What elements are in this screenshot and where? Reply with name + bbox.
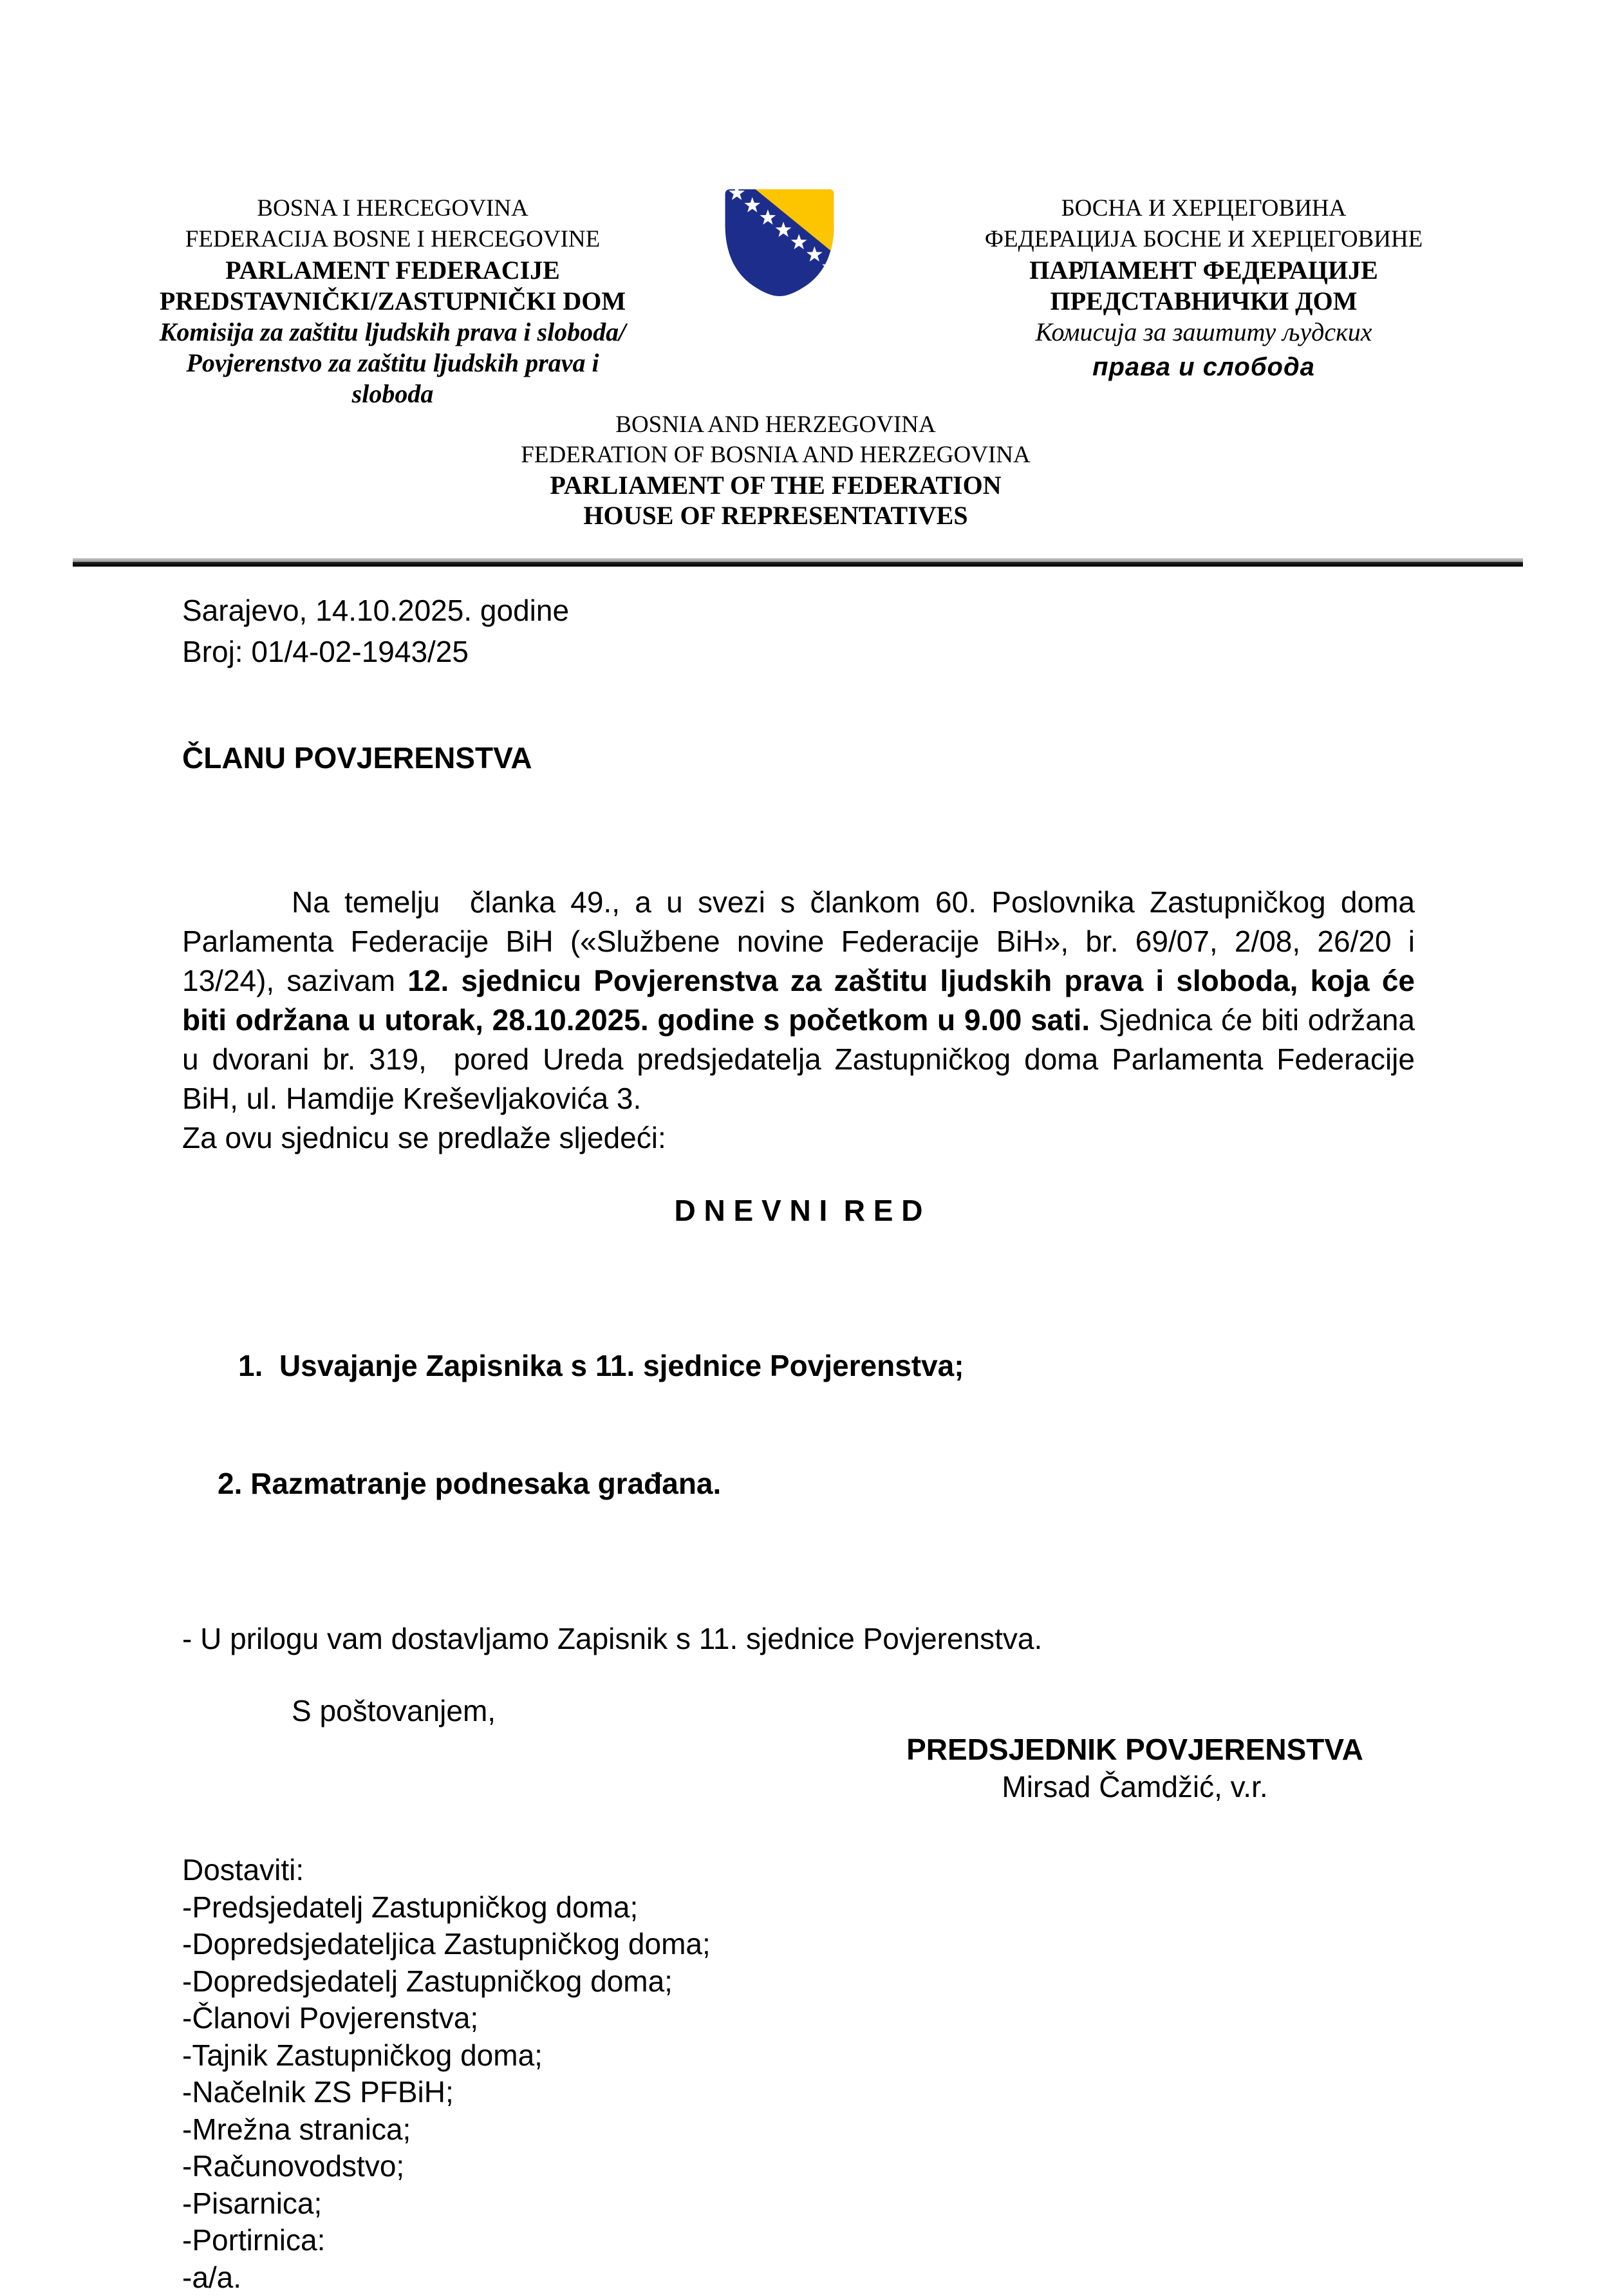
- attachment-note: - U prilogu vam dostavljamo Zapisnik s 11. sjednice Povjerenstva.: [182, 1619, 1415, 1659]
- distribution-item: -Portirnica:: [182, 2222, 1415, 2259]
- header-line: БОСНА И ХЕРЦЕГОВИНА: [930, 193, 1477, 224]
- header-line: sloboda: [122, 379, 663, 409]
- distribution-item: -Računovodstvo;: [182, 2148, 1415, 2185]
- header-line: ПАРЛАМЕНТ ФЕДЕРАЦИЈЕ: [930, 255, 1477, 286]
- proposal-line: Za ovu sjednicu se predlaže sljedeći:: [182, 1118, 1415, 1158]
- agenda-list: [182, 1268, 1415, 1582]
- header-english-block: [483, 409, 1069, 531]
- paragraph-segment: Sjednica će biti održana u dvorani br. 319, pored Ureda predsjedatelja Zastupničkog doma Parlamenta Federacije BiH, ul. Hamdije Kreševljakovića 3.: [182, 1003, 1423, 1115]
- distribution-item: -Pisarnica;: [182, 2185, 1415, 2223]
- place-date-line: Sarajevo, 14.10.2025. godine: [182, 590, 569, 631]
- distribution-item: -Dopredsjedatelj Zastupničkog doma;: [182, 1963, 1415, 2000]
- header-line: PARLIAMENT OF THE FEDERATION: [483, 470, 1069, 500]
- convocation-paragraph: [182, 883, 1415, 1118]
- header-line: Povjerenstvo za zaštitu ljudskih prava i: [122, 348, 663, 379]
- distribution-list: [182, 1889, 1415, 2296]
- header-line: FEDERACIJA BOSNE I HERCEGOVINE: [122, 224, 663, 255]
- letter-body: [182, 883, 1415, 2296]
- signer-title: PREDSJEDNIK POVJERENSTVA: [852, 1731, 1418, 1768]
- agenda-item: 1. Usvajanje Zapisnika s 11. sjednice Povjerenstva;: [182, 1346, 1415, 1386]
- signature-block: [852, 1731, 1418, 1805]
- header-line: ПРЕДСТАВНИЧКИ ДОМ: [930, 286, 1477, 317]
- distribution-item: -Predsjedatelj Zastupničkog doma;: [182, 1889, 1415, 1926]
- header-line: FEDERATION OF BOSNIA AND HERZEGOVINA: [483, 440, 1069, 470]
- paragraph-segment-bold: 12. sjednicu Povjerenstva za zaštitu ljudskih prava i sloboda, koja će biti održana u utorak, 28.10.2025. godine s početkom u 9.00 sati.: [182, 964, 1423, 1037]
- header-right-block: [930, 193, 1477, 382]
- header-line: Комисија за заштиту људских: [930, 317, 1477, 348]
- header-line: BOSNIA AND HERZEGOVINA: [483, 409, 1069, 440]
- header-line: BOSNA I HERCEGOVINA: [122, 193, 663, 224]
- distribution-item: -Mrežna stranica;: [182, 2111, 1415, 2149]
- distribution-item: -Tajnik Zastupničkog doma;: [182, 2037, 1415, 2075]
- distribution-item: -a/a.: [182, 2259, 1415, 2296]
- coat-of-arms-icon: [722, 187, 837, 297]
- header-line: Komisija za zaštitu ljudskih prava i sloboda/: [122, 317, 663, 348]
- distribution-item: -Dopredsjedateljica Zastupničkog doma;: [182, 1926, 1415, 1963]
- agenda-title: D N E V N I R E D: [182, 1191, 1415, 1230]
- header-line: HOUSE OF REPRESENTATIVES: [483, 500, 1069, 531]
- header-line: PARLAMENT FEDERACIJE: [122, 255, 663, 286]
- distribution-block: [182, 1852, 1415, 2296]
- distribution-item: -Načelnik ZS PFBiH;: [182, 2074, 1415, 2111]
- header-divider-rule: [73, 558, 1523, 567]
- letter-meta-block: [182, 590, 569, 672]
- recipient-heading: ČLANU POVJERENSTVA: [182, 740, 532, 775]
- signer-name: Mirsad Čamdžić, v.r.: [852, 1768, 1418, 1805]
- distribution-label: Dostaviti:: [182, 1852, 1415, 1889]
- header-line: PREDSTAVNIČKI/ZASTUPNIČKI DOM: [122, 286, 663, 317]
- header-line: ФЕДЕРАЦИЈА БОСНЕ И ХЕРЦЕГОВИНЕ: [930, 224, 1477, 255]
- salutation: S poštovanjem,: [182, 1691, 1415, 1731]
- protocol-number-line: Broj: 01/4-02-1943/25: [182, 631, 569, 672]
- distribution-item: -Članovi Povjerenstva;: [182, 2000, 1415, 2037]
- header-line: права и слобода: [930, 352, 1477, 382]
- agenda-item: 2. Razmatranje podnesaka građana.: [182, 1464, 1415, 1503]
- paragraph-segment: Na temelju članka 49., a u svezi s člankom 60. Poslovnika Zastupničkog doma Parlamenta Federacije BiH («Službene novine Federacije BiH», br. 69/07, 2/08, 26/20 i 13/24), sazivam: [182, 885, 1423, 997]
- header-left-block: [122, 193, 663, 409]
